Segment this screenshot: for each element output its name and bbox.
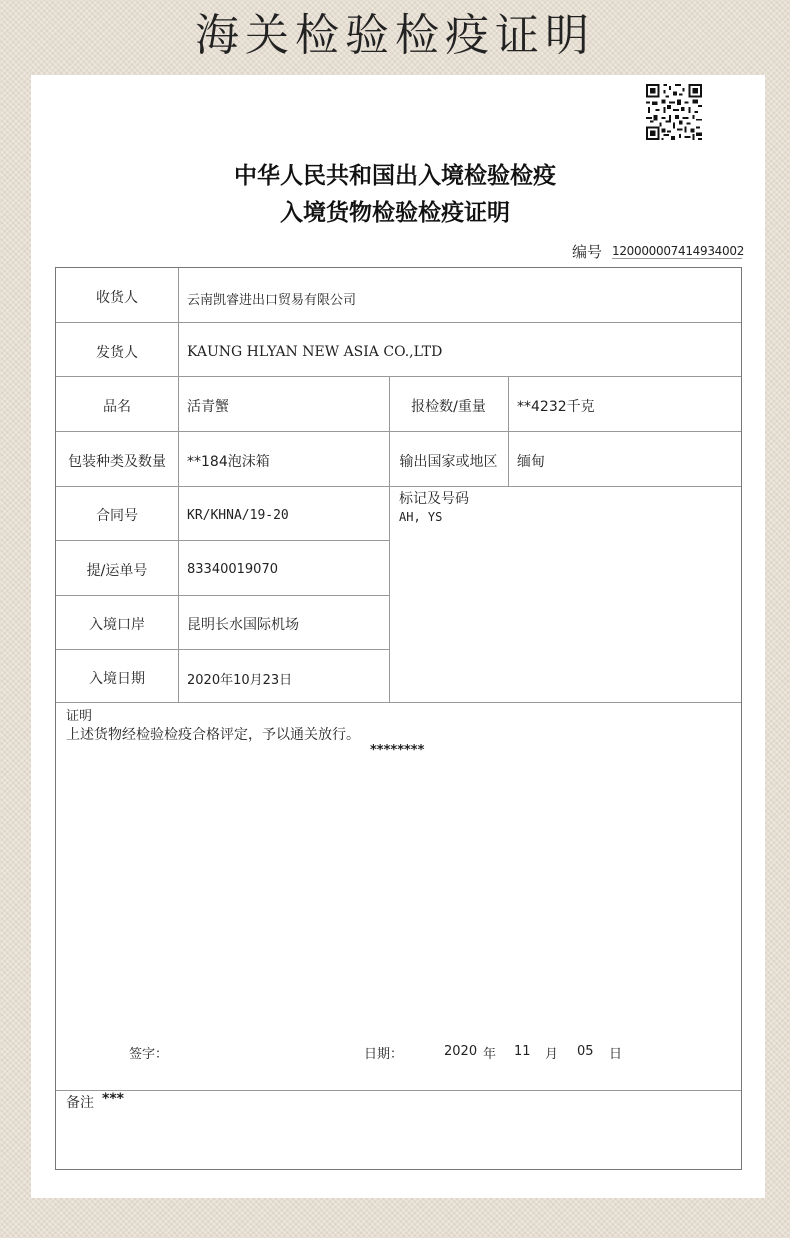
signature-label: 签字： xyxy=(129,1047,169,1062)
entry-date-value: 2020年10月23日 xyxy=(187,673,293,688)
page-banner-title: 海关检验检疫证明 xyxy=(195,10,595,61)
entry-date-label: 入境日期 xyxy=(89,671,145,687)
quantity-weight-value: **4232千克 xyxy=(517,399,595,415)
entry-port-label: 入境口岸 xyxy=(89,617,145,633)
row-divider xyxy=(56,486,741,487)
row-divider xyxy=(56,322,741,323)
row-divider xyxy=(56,431,741,432)
entry-port-value: 昆明长水国际机场 xyxy=(187,617,299,633)
column-divider xyxy=(389,376,390,702)
packing-value: **184泡沫箱 xyxy=(187,454,270,470)
certification-heading: 证明 xyxy=(66,709,93,724)
remarks-label: 备注 xyxy=(66,1095,94,1111)
row-divider xyxy=(56,702,741,703)
column-divider xyxy=(508,376,509,486)
consignor-value: KAUNG HLYAN NEW ASIA CO.,LTD xyxy=(187,344,443,360)
issue-day-unit: 日 xyxy=(609,1047,623,1062)
row-divider xyxy=(56,595,389,596)
consignee-label: 收货人 xyxy=(96,290,138,306)
consignee-value: 云南凯睿进出口贸易有限公司 xyxy=(187,293,357,308)
bill-of-lading-label: 提/运单号 xyxy=(86,563,148,579)
serial-number-label: 编号 xyxy=(572,243,603,261)
origin-country-label: 输出国家或地区 xyxy=(399,454,498,470)
goods-name-label: 品名 xyxy=(103,399,131,415)
row-divider xyxy=(56,1090,741,1091)
remarks-value: *** xyxy=(102,1091,124,1107)
contract-no-value: KR/KHNA/19-20 xyxy=(187,508,289,523)
consignor-label: 发货人 xyxy=(96,345,138,361)
column-divider xyxy=(178,268,179,702)
certification-statement: 上述货物经检验检疫合格评定，予以通关放行。 xyxy=(66,727,360,743)
issue-month: 11 xyxy=(514,1044,531,1059)
row-divider xyxy=(56,376,741,377)
issue-day: 05 xyxy=(577,1044,594,1059)
quantity-weight-label: 报检数/重量 xyxy=(411,399,486,415)
origin-country-value: 缅甸 xyxy=(517,454,545,470)
document-title-line2: 入境货物检验检疫证明 xyxy=(280,200,510,226)
issue-year-unit: 年 xyxy=(483,1047,497,1062)
row-divider xyxy=(56,540,389,541)
bill-of-lading-value: 83340019070 xyxy=(187,562,278,577)
qr-code-icon xyxy=(646,84,702,140)
goods-name-value: 活青蟹 xyxy=(187,399,229,415)
marks-value: AH, YS xyxy=(399,510,443,524)
contract-no-label: 合同号 xyxy=(96,508,138,524)
serial-number-value: 120000007414934002 xyxy=(612,244,745,258)
row-divider xyxy=(56,649,389,650)
issue-date-label: 日期： xyxy=(364,1047,404,1062)
issue-month-unit: 月 xyxy=(545,1047,559,1062)
packing-label: 包装种类及数量 xyxy=(68,454,166,470)
certification-mask: ******** xyxy=(370,743,425,758)
marks-label: 标记及号码 xyxy=(399,491,469,507)
issue-year: 2020 xyxy=(444,1044,478,1059)
certificate-form-table xyxy=(55,267,742,1170)
document-title-line1: 中华人民共和国出入境检验检疫 xyxy=(234,163,556,189)
